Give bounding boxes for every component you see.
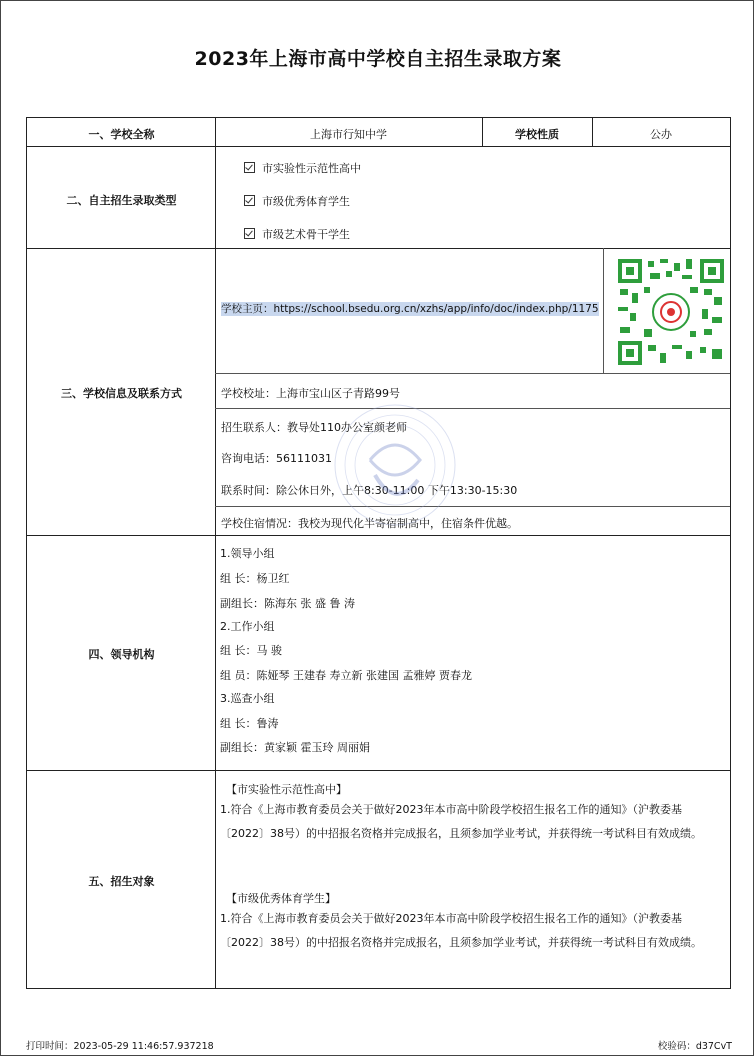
admission-contact: 招生联系人：教导处110办公室颜老师 — [221, 421, 407, 434]
label-leadership: 四、领导机构 — [88, 648, 155, 661]
label-school-type: 学校性质 — [515, 128, 559, 141]
print-time: 打印时间：2023-05-29 11:46:57.937218 — [26, 1041, 214, 1052]
dorm-info: 学校住宿情况：我校为现代化半寄宿制高中，住宿条件优越。 — [221, 517, 518, 530]
label-admission-target: 五、招生对象 — [88, 875, 155, 888]
inner-divider — [215, 408, 730, 409]
section-heading: 【市级优秀体育学生】 — [226, 892, 336, 905]
checkbox-checked-icon — [244, 162, 255, 173]
school-address: 学校校址：上海市宝山区子青路99号 — [221, 387, 400, 400]
leadership-line: 组 长：鲁涛 — [220, 717, 279, 730]
checkbox-checked-icon — [244, 195, 255, 206]
inner-divider — [215, 506, 730, 507]
row-divider — [27, 146, 730, 147]
checkbox-item: 市级艺术骨干学生 — [244, 226, 350, 242]
leadership-line: 副组长：陈海东 张 盛 鲁 涛 — [220, 597, 355, 610]
column-divider — [215, 118, 216, 988]
homepage-link[interactable]: 学校主页：https://school.bsedu.org.cn/xzhs/app/info/doc/index.php/1175 — [221, 303, 599, 315]
school-name: 上海市行知中学 — [310, 128, 387, 141]
watermark-seal-icon — [330, 400, 460, 530]
qr-code-icon — [616, 257, 726, 367]
checkbox-item: 市实验性示范性高中 — [244, 160, 361, 176]
checkbox-checked-icon — [244, 228, 255, 239]
row-divider — [27, 248, 730, 249]
contact-hours: 联系时间：除公休日外，上午8:30-11:00 下午13:30-15:30 — [221, 484, 518, 497]
leadership-line: 3.巡查小组 — [220, 692, 275, 705]
check-code: 校验码：d37CvT — [657, 1041, 732, 1052]
contact-phone: 咨询电话：56111031 — [221, 452, 332, 465]
inner-divider — [215, 373, 730, 374]
leadership-line: 副组长：黄家颖 霍玉玲 周丽娟 — [220, 741, 370, 754]
school-type: 公办 — [650, 128, 672, 141]
row-divider — [27, 770, 730, 771]
eligibility-paragraph: 1.符合《上海市教育委员会关于做好2023年本市高中阶段学校招生报名工作的通知》（沪教委基〔2022〕38号）的中招报名资格并完成报名，且须参加学业考试，并获得统一考试科目有效成绩。 — [220, 912, 702, 949]
qr-cell-divider — [603, 248, 604, 373]
leadership-line: 组 员：陈娅琴 王建春 寿立新 张建国 孟雅婷 贾春龙 — [220, 669, 472, 682]
eligibility-paragraph: 1.符合《上海市教育委员会关于做好2023年本市高中阶段学校招生报名工作的通知》（沪教委基〔2022〕38号）的中招报名资格并完成报名，且须参加学业考试，并获得统一考试科目有效成绩。 — [220, 803, 702, 840]
section-heading: 【市实验性示范性高中】 — [226, 783, 347, 796]
checkbox-item: 市级优秀体育学生 — [244, 193, 350, 209]
leadership-line: 2.工作小组 — [220, 620, 275, 633]
admission-table — [26, 117, 731, 989]
label-school-info: 三、学校信息及联系方式 — [61, 387, 182, 400]
label-school-name: 一、学校全称 — [88, 128, 155, 141]
leadership-line: 组 长：杨卫红 — [220, 572, 290, 585]
label-admission-types: 二、自主招生录取类型 — [66, 194, 177, 207]
leadership-line: 1.领导小组 — [220, 547, 275, 560]
leadership-line: 组 长：马 骏 — [220, 644, 282, 657]
page-title: 2023年上海市高中学校自主招生录取方案 — [194, 48, 562, 70]
row-divider — [27, 535, 730, 536]
